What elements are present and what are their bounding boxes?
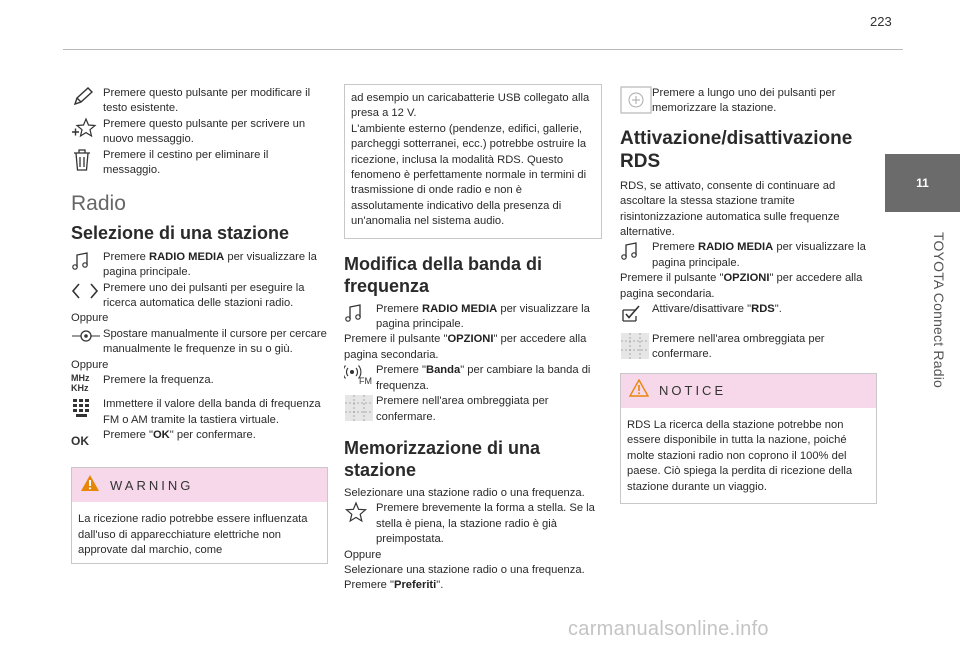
delete-instruction: Premere il cestino per eliminare il messaggio. — [103, 148, 269, 177]
selection-step-5: Immettere il valore della banda di frequenza FM o AM tramite la tastiera virtuale. — [103, 398, 321, 426]
or-text: Oppure — [71, 358, 109, 371]
store-step-2: Premere brevemente la forma a stella. Se la stella è piena, la stazione radio è già preimpostata. — [376, 502, 595, 546]
selection-step-4: Premere la frequenza. — [103, 374, 214, 387]
warning-triangle-icon — [80, 474, 100, 497]
or-text: Oppure — [344, 548, 382, 561]
selection-step-2: Premere uno dei pulsanti per eseguire la ricerca automatica delle stazioni radio. — [103, 281, 305, 310]
column-middle — [344, 86, 602, 594]
store-step-3: Selezionare una stazione radio o una frequenza. — [344, 563, 585, 576]
radio-fm-icon — [344, 363, 376, 385]
band-step-3: Premere "Banda" per cambiare la banda di frequenza. — [376, 364, 591, 392]
new-message-icon — [71, 117, 103, 139]
page-number: 223 — [870, 14, 892, 29]
selection-step-6: Premere "OK" per confermare. — [103, 428, 256, 441]
trash-icon — [71, 148, 103, 172]
chevrons-left-right-icon — [71, 281, 103, 301]
edit-text-instruction: Premere questo pulsante per modificare il testo esistente. — [103, 87, 311, 115]
band-step-2: Premere il pulsante "OPZIONI" per accedere alla pagina secondaria. — [344, 333, 587, 361]
new-message-instruction: Premere questo pulsante per scrivere un nuovo messaggio. — [103, 117, 306, 146]
warning-text: La ricezione radio potrebbe essere influenzata dall'uso di apparecchiature elettriche non approvate dal marchio, come — [78, 513, 308, 557]
top-divider — [63, 49, 903, 50]
warning-continuation-box: ad esempio un caricabatterie USB collegato alla presa a 12 V. L'ambiente esterno (pendenze, edifici, gallerie, parcheggi sotterranei, ecc.) potrebbe ostruire la ricezione, inclusa la modalità RDS. Questo fenomeno è perfettamente normale in termini di trasmissione di onde radio e non è assolutamente indicativo della presenza di un'anomalia nel sistema audio. — [344, 84, 602, 239]
notice-text: RDS La ricerca della stazione potrebbe non essere disponibile in tutta la nazione, poiché molte stazioni radio non coprono il 100% del paese. Ciò spiega la perdita di ricezione della stazione durante un viaggio. — [627, 418, 853, 493]
star-icon — [344, 501, 376, 523]
ok-button-icon: OK — [71, 433, 89, 448]
store-step-4: Premere "Preferiti". — [344, 579, 444, 592]
heading-band-change: Modifica della banda di frequenza — [344, 253, 543, 296]
rds-checkbox-icon — [620, 302, 652, 324]
or-text: Oppure — [71, 312, 109, 325]
svg-text:FM: FM — [359, 376, 372, 386]
notice-box — [620, 373, 877, 504]
rds-description: RDS, se attivato, consente di continuare ad ascoltare la stessa stazione tramite risintonizzazione automatica sulle frequenze alternative. — [620, 179, 840, 239]
music-note-icon — [344, 302, 376, 324]
rds-step-1: Premere RADIO MEDIA per visualizzare la pagina principale. — [652, 241, 866, 269]
music-note-icon — [71, 250, 103, 272]
selection-step-3: Spostare manualmente il cursore per cercare manualmente le frequenze in su o giù. — [103, 327, 327, 356]
rds-step-2: Premere il pulsante "OPZIONI" per accedere alla pagina secondaria. — [620, 272, 863, 300]
chapter-tab: 11 — [885, 154, 960, 212]
preset-instruction: Premere a lungo uno dei pulsanti per memorizzare la stazione. — [652, 87, 836, 115]
selection-step-1: Premere RADIO MEDIA per visualizzare la pagina principale. — [103, 250, 317, 279]
notice-title: NOTICE — [659, 383, 727, 399]
music-note-icon — [620, 240, 652, 262]
heading-radio: Radio — [71, 192, 126, 216]
slider-icon — [71, 327, 103, 345]
rds-step-3: Attivare/disattivare "RDS". — [652, 303, 782, 316]
keypad-icon — [71, 397, 103, 419]
preset-button-icon — [620, 86, 652, 114]
band-step-1: Premere RADIO MEDIA per visualizzare la pagina principale. — [376, 302, 590, 331]
warning-triangle-icon — [629, 379, 649, 402]
heading-rds: Attivazione/disattivazione RDS — [620, 127, 853, 172]
warning-box — [71, 467, 328, 563]
warning-title: WARNING — [110, 477, 194, 493]
heading-station-selection: Selezione di una stazione — [71, 222, 290, 243]
store-step-1: Selezionare una stazione radio o una frequenza. — [344, 486, 585, 499]
watermark: carmanualsonline.info — [568, 618, 769, 640]
column-left — [71, 86, 328, 564]
chapter-label: TOYOTA Connect Radio — [931, 232, 947, 388]
rds-step-4: Premere nell'area ombreggiata per confermare. — [652, 333, 825, 361]
shaded-area-icon — [620, 332, 652, 360]
frequency-unit-icon: MHz KHz — [71, 373, 90, 394]
heading-store-station: Memorizzazione di una stazione — [344, 437, 541, 480]
column-right — [620, 86, 877, 504]
shaded-area-icon — [344, 394, 376, 422]
band-step-4: Premere nell'area ombreggiata per confermare. — [376, 395, 549, 423]
pencil-icon — [71, 86, 103, 108]
